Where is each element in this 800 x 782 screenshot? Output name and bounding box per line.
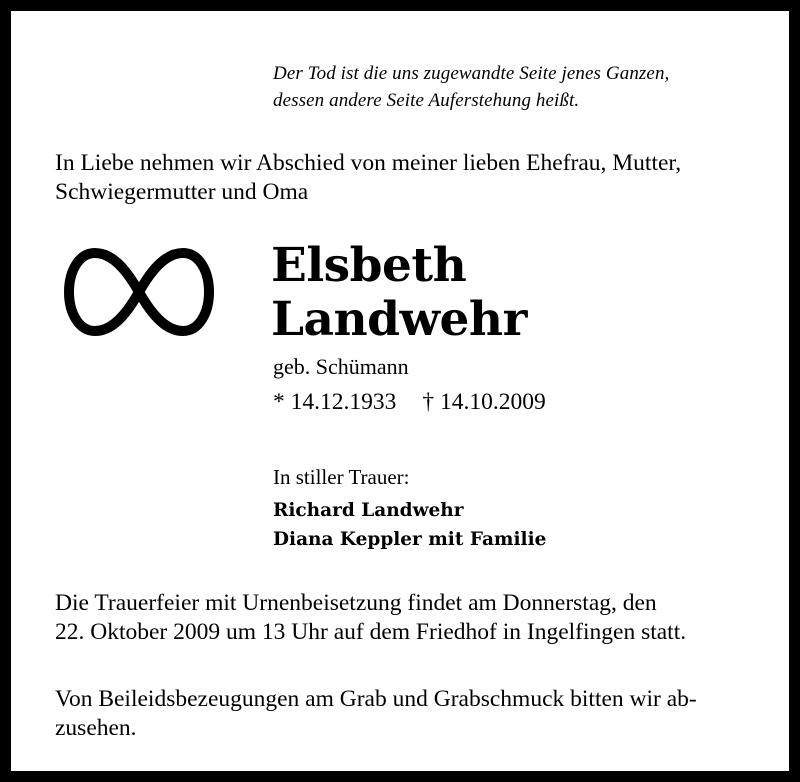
maiden-name: geb. Schümann (273, 354, 409, 379)
condolence-line: Von Beileidsbezeugungen am Grab und Grabschmuck bitten wir ab- (55, 686, 697, 712)
first-name: Elsbeth (271, 238, 467, 293)
mourning-label: In stiller Trauer: (273, 465, 410, 489)
last-name: Landwehr (271, 292, 527, 347)
mourner-name: Richard Landwehr (273, 500, 464, 521)
mourner-name: Diana Keppler mit Familie (273, 529, 547, 550)
life-dates (273, 387, 546, 417)
farewell-intro (55, 149, 775, 207)
infinity-icon (63, 243, 215, 341)
intro-line: In Liebe nehmen wir Abschied von meiner lieben Ehefrau, Mutter, (55, 150, 682, 176)
ceremony-info (55, 589, 775, 647)
motto-line: dessen andere Seite Auferstehung heißt. (273, 90, 580, 111)
ceremony-line: Die Trauerfeier mit Urnenbeisetzung findet am Donnerstag, den (55, 590, 657, 616)
intro-line: Schwiegermutter und Oma (55, 179, 309, 205)
mourners-list (273, 496, 546, 554)
motto-line: Der Tod ist die uns zugewandte Seite jenes Ganzen, (273, 63, 670, 84)
condolence-line: zusehen. (55, 715, 137, 741)
birth-date: * 14.12.1933 (273, 389, 397, 415)
motto-quote (273, 60, 773, 114)
death-date: † 14.10.2009 (422, 389, 546, 415)
ceremony-line: 22. Oktober 2009 um 13 Uhr auf dem Friedhof in Ingelfingen statt. (55, 619, 687, 645)
deceased-name (271, 239, 527, 347)
condolence-note (55, 685, 775, 743)
